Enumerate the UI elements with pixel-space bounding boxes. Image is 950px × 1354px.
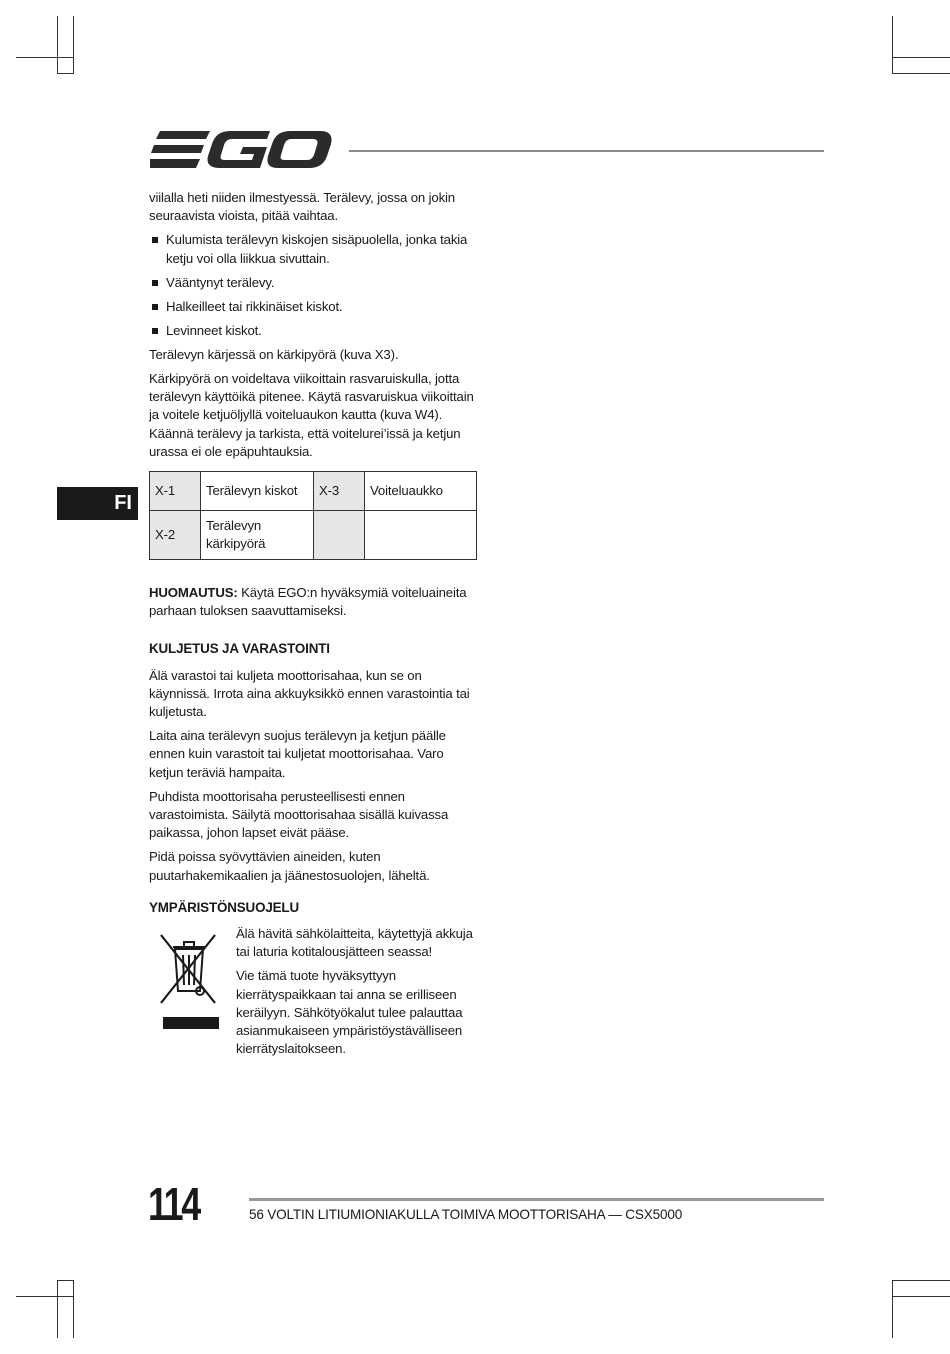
section-heading: YMPÄRISTÖNSUOJELU xyxy=(149,899,299,915)
note-label: HUOMAUTUS: xyxy=(149,585,238,601)
paragraph: Pidä poissa syövyttävien aineiden, kuten puutarhakemikaalien ja jäänestosuolojen, läheltä. xyxy=(149,849,430,883)
list-item-text: Levinneet kiskot. xyxy=(166,322,262,338)
crop-mark xyxy=(16,1296,73,1297)
crop-mark xyxy=(892,73,950,74)
table-cell: Terälevyn kiskot xyxy=(201,472,314,511)
list-item-text: Halkeilleet tai rikkinäiset kiskot. xyxy=(166,298,343,314)
language-tab: FI xyxy=(57,487,138,520)
paragraph: Vie tämä tuote hyväksyttyyn kierrätyspaikkaan tai anna se erilliseen keräilyyn. Sähkötyökalut tulee palauttaa asianmukaiseen ympäristöystävälliseen kierrätyslaitokseen. xyxy=(236,968,463,1057)
list-item xyxy=(149,231,477,267)
paragraph: Laita aina terälevyn suojus terälevyn ja ketjun päälle ennen kuin varastoit tai kuljetat moottorisahaa. Varo ketjun teräviä hampaita. xyxy=(149,728,446,780)
crop-mark xyxy=(73,16,74,74)
list-item xyxy=(149,274,477,292)
crop-mark xyxy=(892,16,893,74)
header-rule xyxy=(349,150,824,152)
note xyxy=(149,584,477,620)
crop-mark xyxy=(57,16,58,73)
footer-rule xyxy=(249,1198,824,1201)
main-column xyxy=(149,189,477,1065)
paragraph: Älä varastoi tai kuljeta moottorisahaa, kun se on käynnissä. Irrota aina akkuyksikkö ennen varastointia tai kuljetusta. xyxy=(149,667,470,720)
crop-mark xyxy=(57,1280,58,1338)
crop-mark xyxy=(892,57,950,58)
table-row xyxy=(150,511,477,560)
table-cell: Terälevyn kärkipyörä xyxy=(201,511,314,560)
bullet-square-icon xyxy=(152,280,158,286)
crop-mark xyxy=(892,1280,950,1281)
paragraph: Terälevyn kärjessä on kärkipyörä (kuva X3). xyxy=(149,346,399,362)
paragraph: viilalla heti niiden ilmestyessä. Terälevy, jossa on jokin seuraavista vioista, pitää vaihtaa. xyxy=(149,190,455,224)
list-item-text: Kulumista terälevyn kiskojen sisäpuolella, jonka takia ketju voi olla liikkua sivuttain. xyxy=(166,232,468,266)
table-cell: X-2 xyxy=(150,511,201,560)
table-cell: Voiteluaukko xyxy=(365,472,477,511)
bullet-square-icon xyxy=(152,328,158,334)
table-cell xyxy=(365,511,477,560)
crop-mark xyxy=(57,73,73,74)
bullet-square-icon xyxy=(152,304,158,310)
bullet-square-icon xyxy=(152,237,158,243)
bullet-list xyxy=(149,231,477,339)
crop-mark xyxy=(57,1280,73,1281)
weee-crossed-bin-icon xyxy=(155,929,221,1029)
table-row xyxy=(150,472,477,511)
table-cell: X-1 xyxy=(150,472,201,511)
crop-mark xyxy=(892,1296,950,1297)
list-item xyxy=(149,298,477,316)
environment-block xyxy=(149,925,477,1058)
section-heading: KULJETUS JA VARASTOINTI xyxy=(149,641,330,657)
parts-table xyxy=(149,471,477,560)
note-text: Käytä EGO:n hyväksymiä voiteluaineita parhaan tuloksen saavuttamiseksi. xyxy=(149,585,467,619)
table-cell xyxy=(314,511,365,560)
footer-title: 56 VOLTIN LITIUMIONIAKULLA TOIMIVA MOOTTORISAHA — CSX5000 xyxy=(249,1207,683,1222)
list-item-text: Vääntynyt terälevy. xyxy=(166,274,275,290)
ego-logo xyxy=(150,128,332,172)
table-cell: X-3 xyxy=(314,472,365,511)
crop-mark xyxy=(892,1280,893,1338)
paragraph: Puhdista moottorisaha perusteellisesti ennen varastoimista. Säilytä moottorisahaa sisällä kuivassa paikassa, johon lapset eivät pääse. xyxy=(149,788,449,841)
paragraph: Kärkipyörä on voideltava viikoittain rasvaruiskulla, jotta terälevyn käyttöikä pitenee. Käytä rasvaruiskua viikoittain ja voitele ketjuöljyllä voiteluaukon kautta (kuva W4). Käännä terälevy ja tarkista, että voitelurei’issä ja ketjun urassa ei ole epäpuhtauksia. xyxy=(149,371,474,459)
crop-mark xyxy=(73,1280,74,1338)
paragraph: Älä hävitä sähkölaitteita, käytettyjä akkuja tai laturia kotitalousjätteen seassa! xyxy=(236,926,473,960)
crop-mark xyxy=(16,57,73,58)
page-number: 114 xyxy=(148,1178,199,1230)
list-item xyxy=(149,322,477,340)
